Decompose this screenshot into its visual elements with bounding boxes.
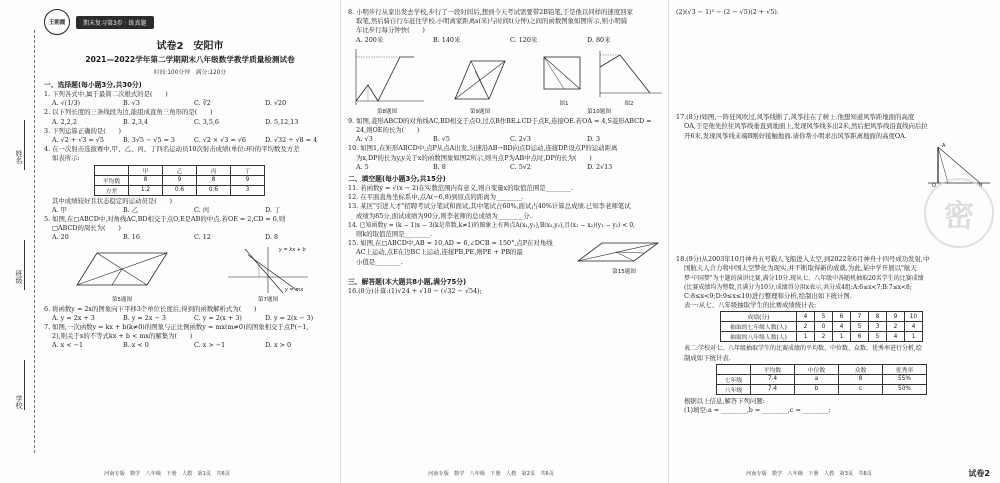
fold-line-1 <box>340 0 341 483</box>
header-bar <box>44 8 336 36</box>
question-5-options <box>44 233 336 242</box>
option-d: D. √32 ÷ √8 = 4 <box>265 136 318 145</box>
table-cell: 5 <box>851 322 869 332</box>
question-2-options <box>44 118 336 127</box>
option-a: A. x < −1 <box>52 341 84 350</box>
question-7-cont: 2),则关于x的不等式kx + b < mx的解集为( ) <box>52 332 193 341</box>
dp-graph <box>594 47 664 99</box>
figure-15-caption: 第15题图 <box>612 269 636 276</box>
table-cell: 0.6 <box>197 185 231 195</box>
margin-class-label: 班级 <box>15 270 23 284</box>
option-c: C. √2 × √3 = √6 <box>194 136 246 145</box>
question-16: 16.(8分)计算:(1)√24 + √18 − (√32 − √54); <box>348 287 482 296</box>
table-cell: 七年级 <box>717 374 751 384</box>
table-header: 众数 <box>839 364 883 374</box>
table-cell: 7.4 <box>751 384 795 394</box>
table-cell: 1 <box>905 332 923 342</box>
table-cell: 1.2 <box>129 185 163 195</box>
option-b: B. 8 <box>433 162 446 171</box>
figure-9 <box>445 47 515 117</box>
question-5: 5. 如图,在□ABCD中,对角线AC,BD相交于点O,E是AB的中点.若OE = 2,CD = 6,则 <box>44 215 286 224</box>
table-header: 5 <box>815 312 833 322</box>
table-cell: 8 <box>129 175 163 185</box>
table-cell: 4 <box>833 322 851 332</box>
page-2-footer: 河南专版 数学 八年级 下册 人教 第2页 共6页 <box>428 471 554 477</box>
question-18-cont-4: C:8≤x<9;D:9≤x≤10)进行整理和分析,绘制出如下统计图. <box>684 292 852 301</box>
table-cell: 0.6 <box>163 185 197 195</box>
figure-10 <box>534 47 664 117</box>
table-cell: 平均数 <box>95 175 129 185</box>
question-15: 15. 如图,在□ABCD中,AB = 10,AD = 6,∠DCB = 150°,点P在对角线 <box>348 239 553 248</box>
figure-10-1 <box>534 47 594 107</box>
page-3-footer: 河南专版 数学 八年级 下册 人教 第3页 共6页 <box>746 471 872 477</box>
option-b: B. 2,3,4 <box>123 117 149 126</box>
table-cell: 6 <box>851 332 869 342</box>
rectangle-figure <box>534 47 594 99</box>
figure-10-sub-2: 图2 <box>624 100 634 107</box>
table-2-title: 表二:学校对七、八年级抽取学生的比赛成绩的平均数、中位数、众数、优秀率进行分析,绘 <box>684 345 922 353</box>
table-row <box>717 364 927 374</box>
table-row <box>721 322 923 332</box>
figure-10-sub-1: 图1 <box>559 100 569 107</box>
question-17: 17.(8分)如图,一阵狂风吹过,风筝线断了,风筝挂在了树上.他想知道风筝距地面的高度 <box>676 113 915 122</box>
question-10-cont: 为x,DP的长为y,y关于x的函数图象如图2所示,则当点P为AB中点时,DP的长为( ) <box>356 153 592 162</box>
table-header: 6 <box>833 312 851 322</box>
parallelogram-figure-15 <box>572 239 664 265</box>
table-header: 9 <box>887 312 905 322</box>
question-18-cont-3: (比赛成绩均为整数,且满分为10分,成绩得分用x表示,共分成4组:A:6≤x<7;B:7≤x<8; <box>684 283 912 291</box>
option-a: A. √(1/3) <box>52 99 81 108</box>
question-13-cont: 成绩为85分,面试成绩为90分,则李老师的总成绩为________分. <box>356 211 532 220</box>
stamp-text: 密 <box>944 199 974 234</box>
table-header: 平均数 <box>751 364 795 374</box>
figure-10-caption: 第10题图 <box>587 108 611 115</box>
question-7: 7. 如图,一次函数y = kx + b(k≠0)的图象与正比例函数y = mx(m≠0)的图象相交于点P(−1, <box>44 323 309 332</box>
table-cell: 方差 <box>95 185 129 195</box>
option-a: A. √3 <box>356 135 373 144</box>
table-cell: 4 <box>887 332 905 342</box>
question-9: 9. 如图,菱形ABCD的对角线AC,BD相交于点O,过点B作BE⊥CD于点E,连接OE.若OA = 4,S菱形ABCD = <box>348 116 652 125</box>
option-b: B. √5 <box>433 135 450 144</box>
figures-row <box>44 245 336 305</box>
table-cell: 2 <box>815 332 833 342</box>
table-cell: 9 <box>231 175 265 185</box>
table-header: 4 <box>797 312 815 322</box>
option-d: D. 80米 <box>587 35 611 44</box>
option-d: D. 丁 <box>265 205 281 214</box>
question-13: 13. 某区"引进人才"招聘考试分笔试和面试,其中笔试占60%,面试占40%计算总成绩.已知李老师笔试 <box>348 202 631 211</box>
table-cell: 3 <box>869 322 887 332</box>
question-15-cont-2: 小值是________. <box>356 257 403 266</box>
question-6: 6. 将函数y = 2x的图象向下平移3个单位长度后,得到的函数解析式为( ) <box>44 304 257 313</box>
table-header: 成绩(分) <box>721 312 797 322</box>
option-d: D. 2√13 <box>587 162 613 171</box>
page-3 <box>676 0 998 483</box>
table-row <box>95 165 265 175</box>
table-cell: 9 <box>163 175 197 185</box>
score-count-table <box>720 311 923 342</box>
option-a: A. 5 <box>356 162 369 171</box>
option-a: A. 甲 <box>52 205 68 214</box>
question-4-cont: 如表所示: <box>52 154 80 163</box>
option-b: B. 16 <box>123 233 140 242</box>
paper-badge-text: 试卷2 <box>968 469 990 478</box>
answer-space-16 <box>676 17 998 113</box>
page-1 <box>44 0 336 483</box>
question-14-cont: 则k的取值范围是________. <box>356 230 433 239</box>
figure-7-label-1: y = kx + b <box>279 246 306 253</box>
question-2: 2. 以下列长度的三条线段为边,能组成直角三角形的是( ) <box>44 108 213 117</box>
paper-title: 试卷2 安阳市 <box>156 41 224 52</box>
question-12: 12. 在平面直角坐标系中,点A(−6,8)到原点的距离为________. <box>348 193 524 202</box>
question-6-options <box>44 314 336 323</box>
question-7-options <box>44 341 336 350</box>
question-18: 18.(9分)从2003年10月神舟五号载人飞船进入太空,到2022年6月神舟十四号成功发射,中 <box>676 255 930 264</box>
option-c: C. 丙 <box>194 205 210 214</box>
option-b: B. 3√5 − √5 = 3 <box>123 136 176 145</box>
stats-summary-table <box>716 364 927 395</box>
figure-5-caption: 第5题图 <box>111 296 133 303</box>
figure-5 <box>67 245 177 305</box>
option-a: A. √2 + √3 = √5 <box>52 136 104 145</box>
question-10-options <box>348 163 664 172</box>
option-b: B. 乙 <box>123 205 139 214</box>
table-cell: 8 <box>197 175 231 185</box>
binding-margin <box>0 0 40 483</box>
question-18-cont: 国航天人合力将中国太空梦化为现实,并不断取得新的成就.为此,某中学开展以"航天 <box>684 264 917 273</box>
table-cell: 3 <box>231 185 265 195</box>
table-cell: 1 <box>833 332 851 342</box>
table-cell: c <box>839 384 883 394</box>
fold-line-2 <box>668 0 669 483</box>
option-a: A. 200米 <box>356 35 384 44</box>
section-2-heading: 二、填空题(每小题3分,共15分) <box>348 175 446 184</box>
brand-logo <box>44 9 70 35</box>
question-8: 8. 小明步行从家出发去学校,步行了一段时间后,想到今天考试需要带2B铅笔,于是他以同样的速度回家 <box>348 8 633 16</box>
table-cell: 55% <box>883 374 927 384</box>
table-cell: 2 <box>887 322 905 332</box>
question-17-cont-2: 开6米,发现风筝线末端B刚好接触地面.请你帮小明求出风筝距离地面的高度OA. <box>684 131 907 140</box>
parallelogram-figure <box>67 245 177 295</box>
table-header: 甲 <box>129 165 163 175</box>
figure-8-caption: 第8题图 <box>376 108 398 115</box>
option-c: C. 12 <box>194 233 211 242</box>
option-d: D. 8 <box>265 233 279 242</box>
table-1-title: 表一:从七、八年级抽取学生的比赛成绩统计表: <box>684 301 817 310</box>
exam-info: 时间:100分钟 满分:120分 <box>153 70 227 76</box>
table-cell: 抽取的七年级人数(人) <box>721 322 797 332</box>
figure-8 <box>348 47 426 117</box>
table-cell: b <box>795 384 839 394</box>
section-3-heading: 三、解答题(本大题共8小题,满分75分) <box>348 278 467 287</box>
figures-row-2 <box>348 47 664 117</box>
question-3-options <box>44 136 336 145</box>
page-1-footer: 河南专版 数学 八年级 下册 人教 第1页 共6页 <box>104 471 230 477</box>
table-row <box>95 185 265 195</box>
question-10: 10. 如图1,在矩形ABCD中,点P从点A出发,匀速沿AB→BD向点D运动,连接DP.设点P的运动距离 <box>348 144 618 153</box>
stamp-watermark <box>924 178 994 248</box>
option-b: B. x < 0 <box>123 341 149 350</box>
option-c: C. x > −1 <box>194 341 226 350</box>
table-cell: 8 <box>839 374 883 384</box>
exam-title: 2021—2022学年第二学期期末八年级数学教学质量检测试卷 <box>85 55 295 64</box>
table-row <box>721 332 923 342</box>
option-c: C. 5√2 <box>510 162 531 171</box>
margin-school-label: 学校 <box>15 395 23 409</box>
table-header: 丙 <box>197 165 231 175</box>
table-cell: 4 <box>905 322 923 332</box>
figure-7 <box>223 245 313 305</box>
table-cell: 2 <box>797 322 815 332</box>
figure-17-label-a: A <box>942 143 946 150</box>
stage-badge <box>76 16 154 29</box>
question-18-fill: (1)填空:a = ________,b = ________,c = ________; <box>684 406 831 415</box>
option-a: A. y = 2x + 3 <box>52 313 95 322</box>
option-c: C. y = 2(x + 3) <box>194 313 242 322</box>
option-a: A. 20 <box>52 233 69 242</box>
table-cell: 5 <box>869 332 887 342</box>
brand-logo-text: 王朝霞 <box>48 20 66 26</box>
margin-class-line <box>24 240 25 290</box>
table-header: 优秀率 <box>883 364 927 374</box>
figure-17-label-b: B <box>979 183 983 190</box>
option-b: B. y = 2x − 3 <box>123 313 166 322</box>
option-d: D. y = 2(x − 3) <box>265 313 314 322</box>
question-17-cont: OA,于是他先拉住风筝线垂直到地面上,发现风筝线多出2米,然后把风筝线沿直线向后拉 <box>684 122 928 131</box>
question-4-prompt: 其中成绩较好且状态稳定的运动员是( ) <box>52 196 173 205</box>
option-c: C. 120米 <box>510 35 538 44</box>
question-18-cont-2: 梦·中国梦"为主题的演讲比赛,满分10分.现从七、八年级中各随机抽取20名学生的比赛成绩 <box>684 274 924 282</box>
table-cell: 0 <box>815 322 833 332</box>
option-d: D. x > 0 <box>265 341 292 350</box>
figure-17-label-o: O <box>932 183 936 190</box>
seal-line <box>34 30 35 453</box>
figure-7-caption: 第7题图 <box>257 296 279 303</box>
question-15-block <box>348 239 664 269</box>
distance-time-graph <box>348 47 426 107</box>
margin-school-line <box>24 360 25 410</box>
question-1: 1. 下列各式中,属于最简二次根式的是( ) <box>44 90 168 98</box>
question-9-cont: 24,则OE的长为( ) <box>356 126 420 135</box>
option-c: C. ∛2 <box>194 99 211 108</box>
question-14: 14. 已知函数y = (k − 1)x − 3(k是常数,k≠1)的图象上有两点A(x₁,y₁),B(x₂,y₂),且(x₁ − x₂)(y₁ − y₂) < 0, <box>348 221 636 229</box>
option-b: B. 140米 <box>433 35 461 44</box>
question-8-cont-2: 车比步行每分钟快( ) <box>356 26 425 35</box>
option-b: B. √3 <box>123 99 140 108</box>
table-cell: 1 <box>797 332 815 342</box>
question-4-table <box>94 165 265 196</box>
question-8-cont: 取笔,然后骑自行车赶往学校.小明离家距离s(米)与时间t(分钟)之间的函数图象如图所示,则小明骑 <box>356 17 628 26</box>
figure-7-label-2: y = mx <box>285 286 304 293</box>
table-cell: 50% <box>883 384 927 394</box>
table-2-title-cont: 制成如下统计表. <box>684 353 731 362</box>
margin-name-line <box>24 120 25 170</box>
figure-9-caption: 第9题图 <box>469 108 491 115</box>
option-d: D. √20 <box>265 99 287 108</box>
question-5-cont: □ABCD的周长为( ) <box>52 224 121 233</box>
question-16-part-2: (2)(√3 − 1)² − (2 − √5)(2 + √5). <box>676 8 779 16</box>
table-header: 7 <box>851 312 869 322</box>
table-cell: 八年级 <box>717 384 751 394</box>
question-11: 11. 若函数y = √(x − 2)在实数范围内有意义,则自变量x的取值范围是________. <box>348 184 574 193</box>
table-row <box>95 175 265 185</box>
option-d: D. 5,12,13 <box>265 117 299 126</box>
paper-badge <box>968 468 990 479</box>
stage-label: 期末复习第3步 · 练真题 <box>83 19 147 27</box>
question-15-cont: AC上运动,点E在边BC上运动,连接PB,PE,则PE + PB的最 <box>356 248 523 257</box>
rhombus-figure <box>445 47 515 107</box>
table-header: 10 <box>905 312 923 322</box>
table-header: 乙 <box>163 165 197 175</box>
section-1-heading: 一、选择题(每小题3分,共30分) <box>44 81 142 89</box>
figure-10-2 <box>594 47 664 107</box>
table-cell: a <box>795 374 839 384</box>
table-header <box>717 364 751 374</box>
table-cell: 7.4 <box>751 374 795 384</box>
figure-15 <box>572 239 664 265</box>
table-header: 8 <box>869 312 887 322</box>
question-3: 3. 下列运算正确的是( ) <box>44 126 122 135</box>
option-c: C. 3,5,6 <box>194 117 219 126</box>
page-2 <box>348 0 664 483</box>
option-d: D. 3 <box>587 135 601 144</box>
question-8-options <box>348 36 664 45</box>
table-row <box>717 384 927 394</box>
question-4-options <box>44 206 336 215</box>
table-header: 中位数 <box>795 364 839 374</box>
option-a: A. 2,2,2 <box>52 117 77 126</box>
margin-name-label: 姓名 <box>15 150 23 164</box>
table-cell: 抽取的八年级人数(人) <box>721 332 797 342</box>
question-18-prompt: 根据以上信息,解答下列问题: <box>684 396 765 405</box>
question-4: 4. 在一次射击选拔赛中,甲、乙、丙、丁四名运动员10次射击成绩(单位:环)的平均数及方差 <box>44 145 300 154</box>
option-c: C. 2√3 <box>510 135 531 144</box>
table-row <box>717 374 927 384</box>
table-row <box>721 312 923 322</box>
table-header: 丁 <box>231 165 265 175</box>
table-header <box>95 165 129 175</box>
